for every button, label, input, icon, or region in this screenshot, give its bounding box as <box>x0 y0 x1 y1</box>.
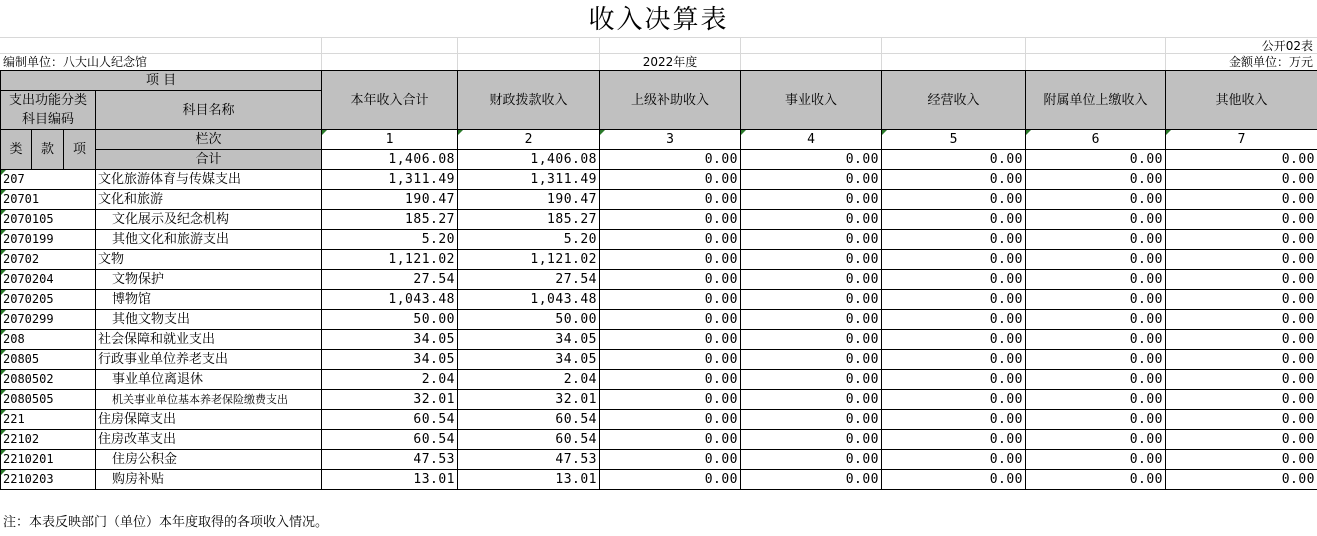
amount-cell: 13.01 <box>458 470 600 490</box>
amount-cell: 34.05 <box>458 350 600 370</box>
amount-cell: 0.00 <box>1166 290 1317 310</box>
amount-cell: 0.00 <box>741 250 882 270</box>
subject-name: 其他文物支出 <box>96 310 322 330</box>
subject-name: 购房补贴 <box>96 470 322 490</box>
amount-cell: 50.00 <box>322 310 458 330</box>
table-row <box>1 290 1317 310</box>
amount-cell: 0.00 <box>882 330 1026 350</box>
amount-cell: 0.00 <box>1166 470 1317 490</box>
table-row <box>1 370 1317 390</box>
amount-cell: 34.05 <box>322 350 458 370</box>
amount-cell: 0.00 <box>1166 450 1317 470</box>
amount-cell: 50.00 <box>458 310 600 330</box>
amount-cell: 0.00 <box>741 310 882 330</box>
subject-code: 2080505 <box>1 390 96 410</box>
subject-name: 住房公积金 <box>96 450 322 470</box>
header-row-item <box>1 71 1317 91</box>
amount-cell: 27.54 <box>458 270 600 290</box>
amount-cell: 0.00 <box>882 270 1026 290</box>
total-value: 1,406.08 <box>322 150 458 170</box>
amount-cell: 0.00 <box>1026 370 1166 390</box>
cell-marker-icon <box>1 250 6 255</box>
amount-cell: 0.00 <box>1166 210 1317 230</box>
amount-cell: 0.00 <box>600 210 741 230</box>
subject-code: 2070299 <box>1 310 96 330</box>
amount-cell: 0.00 <box>1166 170 1317 190</box>
subject-name: 住房改革支出 <box>96 430 322 450</box>
col-header-4: 事业收入 <box>741 71 882 130</box>
subject-code: 207 <box>1 170 96 190</box>
amount-cell: 0.00 <box>741 210 882 230</box>
table-row <box>1 390 1317 410</box>
col-number-4: 4 <box>741 130 882 150</box>
subject-code: 2070105 <box>1 210 96 230</box>
amount-cell: 0.00 <box>1026 430 1166 450</box>
amount-cell: 0.00 <box>1026 290 1166 310</box>
subject-name: 其他文化和旅游支出 <box>96 230 322 250</box>
table-row <box>1 330 1317 350</box>
amount-cell: 0.00 <box>600 410 741 430</box>
total-value: 1,406.08 <box>458 150 600 170</box>
col-header-7: 其他收入 <box>1166 71 1317 130</box>
subject-name: 博物馆 <box>96 290 322 310</box>
cell-marker-icon <box>1 350 6 355</box>
amount-cell: 0.00 <box>600 170 741 190</box>
subject-code: 2210203 <box>1 470 96 490</box>
cell-marker-icon <box>1 330 6 335</box>
amount-cell: 0.00 <box>1026 250 1166 270</box>
amount-cell: 0.00 <box>741 470 882 490</box>
total-value: 0.00 <box>1026 150 1166 170</box>
table-row <box>1 170 1317 190</box>
amount-cell: 34.05 <box>322 330 458 350</box>
amount-cell: 0.00 <box>882 450 1026 470</box>
amount-cell: 0.00 <box>600 330 741 350</box>
col-number-6: 6 <box>1026 130 1166 150</box>
amount-cell: 13.01 <box>322 470 458 490</box>
form-number: 公开02表 <box>1261 39 1313 53</box>
table-row <box>1 470 1317 490</box>
amount-cell: 34.05 <box>458 330 600 350</box>
amount-cell: 0.00 <box>600 270 741 290</box>
col-number-2: 2 <box>458 130 600 150</box>
subject-code: 20701 <box>1 190 96 210</box>
amount-cell: 0.00 <box>600 230 741 250</box>
cell-marker-icon <box>1 310 6 315</box>
subject-name: 住房保障支出 <box>96 410 322 430</box>
amount-cell: 0.00 <box>600 350 741 370</box>
amount-cell: 0.00 <box>741 410 882 430</box>
amount-cell: 0.00 <box>882 310 1026 330</box>
amount-cell: 0.00 <box>882 290 1026 310</box>
amount-cell: 0.00 <box>1026 470 1166 490</box>
amount-cell: 0.00 <box>741 170 882 190</box>
amount-cell: 1,043.48 <box>458 290 600 310</box>
col-header-3: 上级补助收入 <box>600 71 741 130</box>
fiscal-year: 2022年度 <box>642 55 698 69</box>
cell-marker-icon <box>1 470 6 475</box>
subject-name: 文化和旅游 <box>96 190 322 210</box>
amount-cell: 0.00 <box>600 470 741 490</box>
total-value: 0.00 <box>882 150 1026 170</box>
table-row <box>1 250 1317 270</box>
amount-cell: 0.00 <box>1026 170 1166 190</box>
amount-cell: 0.00 <box>1026 210 1166 230</box>
amount-cell: 0.00 <box>600 370 741 390</box>
col-number-7: 7 <box>1166 130 1317 150</box>
amount-cell: 0.00 <box>1026 350 1166 370</box>
amount-cell: 0.00 <box>600 290 741 310</box>
amount-cell: 1,311.49 <box>322 170 458 190</box>
income-table <box>0 70 1317 490</box>
col-header-6: 附属单位上缴收入 <box>1026 71 1166 130</box>
subject-code: 2070205 <box>1 290 96 310</box>
amount-cell: 0.00 <box>741 450 882 470</box>
amount-cell: 0.00 <box>600 310 741 330</box>
amount-cell: 47.53 <box>458 450 600 470</box>
header-code: 支出功能分类科目编码 <box>1 91 96 130</box>
amount-cell: 60.54 <box>322 430 458 450</box>
amount-cell: 0.00 <box>882 430 1026 450</box>
amount-cell: 60.54 <box>458 410 600 430</box>
amount-cell: 0.00 <box>600 190 741 210</box>
total-value: 0.00 <box>741 150 882 170</box>
subject-code: 20805 <box>1 350 96 370</box>
amount-cell: 0.00 <box>882 370 1026 390</box>
table-row <box>1 270 1317 290</box>
amount-cell: 0.00 <box>1166 410 1317 430</box>
cell-marker-icon <box>1 210 6 215</box>
amount-cell: 0.00 <box>1166 430 1317 450</box>
amount-cell: 0.00 <box>1166 230 1317 250</box>
col-number-3: 3 <box>600 130 741 150</box>
amount-cell: 5.20 <box>458 230 600 250</box>
amount-cell: 0.00 <box>882 410 1026 430</box>
amount-cell: 0.00 <box>1026 330 1166 350</box>
amount-cell: 0.00 <box>1026 390 1166 410</box>
amount-cell: 0.00 <box>741 230 882 250</box>
amount-cell: 1,311.49 <box>458 170 600 190</box>
subject-name: 文化展示及纪念机构 <box>96 210 322 230</box>
amount-cell: 0.00 <box>1166 390 1317 410</box>
cell-marker-icon <box>1 190 6 195</box>
subject-name: 事业单位离退休 <box>96 370 322 390</box>
amount-cell: 0.00 <box>1166 310 1317 330</box>
amount-cell: 0.00 <box>882 390 1026 410</box>
amount-cell: 185.27 <box>458 210 600 230</box>
amount-cell: 0.00 <box>882 350 1026 370</box>
amount-cell: 0.00 <box>1166 270 1317 290</box>
subject-name: 行政事业单位养老支出 <box>96 350 322 370</box>
total-row <box>1 150 1317 170</box>
amount-cell: 0.00 <box>600 390 741 410</box>
amount-cell: 185.27 <box>322 210 458 230</box>
amount-cell: 32.01 <box>458 390 600 410</box>
subject-code: 221 <box>1 410 96 430</box>
amount-cell: 0.00 <box>882 470 1026 490</box>
table-row <box>1 210 1317 230</box>
header-lei: 类 <box>1 130 32 170</box>
amount-unit: 金额单位：万元 <box>1228 55 1313 69</box>
amount-cell: 0.00 <box>600 250 741 270</box>
amount-cell: 0.00 <box>1166 190 1317 210</box>
amount-cell: 0.00 <box>741 390 882 410</box>
amount-cell: 190.47 <box>322 190 458 210</box>
col-number-1: 1 <box>322 130 458 150</box>
header-xiang: 项 <box>64 130 96 170</box>
table-row <box>1 450 1317 470</box>
header-item: 项 目 <box>1 71 322 91</box>
col-number-5: 5 <box>882 130 1026 150</box>
amount-cell: 0.00 <box>882 230 1026 250</box>
amount-cell: 2.04 <box>322 370 458 390</box>
amount-cell: 0.00 <box>1026 410 1166 430</box>
total-value: 0.00 <box>1166 150 1317 170</box>
amount-cell: 0.00 <box>741 350 882 370</box>
subject-name: 文物 <box>96 250 322 270</box>
header-name: 科目名称 <box>96 91 322 130</box>
cell-marker-icon <box>1 170 6 175</box>
amount-cell: 0.00 <box>741 270 882 290</box>
table-row <box>1 230 1317 250</box>
table-row <box>1 430 1317 450</box>
subject-code: 22102 <box>1 430 96 450</box>
compiling-unit: 编制单位：八大山人纪念馆 <box>3 55 148 69</box>
total-value: 0.00 <box>600 150 741 170</box>
amount-cell: 0.00 <box>1026 310 1166 330</box>
subject-code: 208 <box>1 330 96 350</box>
cell-marker-icon <box>1 370 6 375</box>
table-row <box>1 310 1317 330</box>
table-row <box>1 350 1317 370</box>
amount-cell: 47.53 <box>322 450 458 470</box>
amount-cell: 2.04 <box>458 370 600 390</box>
cell-marker-icon <box>1 270 6 275</box>
subject-code: 2070199 <box>1 230 96 250</box>
amount-cell: 60.54 <box>322 410 458 430</box>
subject-name: 文化旅游体育与传媒支出 <box>96 170 322 190</box>
table-row <box>1 410 1317 430</box>
subject-code: 2070204 <box>1 270 96 290</box>
amount-cell: 27.54 <box>322 270 458 290</box>
amount-cell: 0.00 <box>1166 250 1317 270</box>
amount-cell: 1,121.02 <box>458 250 600 270</box>
subject-name: 机关事业单位基本养老保险缴费支出 <box>96 390 322 410</box>
amount-cell: 0.00 <box>1026 450 1166 470</box>
cell-marker-icon <box>1 410 6 415</box>
header-kuan: 款 <box>32 130 64 170</box>
amount-cell: 60.54 <box>458 430 600 450</box>
amount-cell: 32.01 <box>322 390 458 410</box>
amount-cell: 0.00 <box>882 190 1026 210</box>
cell-marker-icon <box>1 430 6 435</box>
amount-cell: 0.00 <box>1166 370 1317 390</box>
amount-cell: 1,121.02 <box>322 250 458 270</box>
subject-code: 2080502 <box>1 370 96 390</box>
amount-cell: 0.00 <box>1166 330 1317 350</box>
subject-name: 文物保护 <box>96 270 322 290</box>
amount-cell: 0.00 <box>741 290 882 310</box>
amount-cell: 0.00 <box>741 430 882 450</box>
amount-cell: 190.47 <box>458 190 600 210</box>
col-header-5: 经营收入 <box>882 71 1026 130</box>
cell-marker-icon <box>1 450 6 455</box>
amount-cell: 0.00 <box>882 210 1026 230</box>
amount-cell: 0.00 <box>741 370 882 390</box>
total-label: 合计 <box>96 150 322 170</box>
amount-cell: 0.00 <box>600 450 741 470</box>
amount-cell: 0.00 <box>882 250 1026 270</box>
amount-cell: 1,043.48 <box>322 290 458 310</box>
cell-marker-icon <box>1 290 6 295</box>
subject-code: 2210201 <box>1 450 96 470</box>
subject-code: 20702 <box>1 250 96 270</box>
amount-cell: 0.00 <box>882 170 1026 190</box>
footnote: 注：本表反映部门（单位）本年度取得的各项收入情况。 <box>3 515 329 530</box>
amount-cell: 0.00 <box>600 430 741 450</box>
amount-cell: 0.00 <box>741 330 882 350</box>
amount-cell: 0.00 <box>741 190 882 210</box>
table-row <box>1 190 1317 210</box>
amount-cell: 5.20 <box>322 230 458 250</box>
col-header-1: 本年收入合计 <box>322 71 458 130</box>
header-column-row: 栏次 <box>96 130 322 150</box>
subject-name: 社会保障和就业支出 <box>96 330 322 350</box>
cell-marker-icon <box>1 390 6 395</box>
amount-cell: 0.00 <box>1026 230 1166 250</box>
amount-cell: 0.00 <box>1166 350 1317 370</box>
amount-cell: 0.00 <box>1026 270 1166 290</box>
amount-cell: 0.00 <box>1026 190 1166 210</box>
report-title: 收入决算表 <box>588 5 729 35</box>
cell-marker-icon <box>1 230 6 235</box>
col-header-2: 财政拨款收入 <box>458 71 600 130</box>
